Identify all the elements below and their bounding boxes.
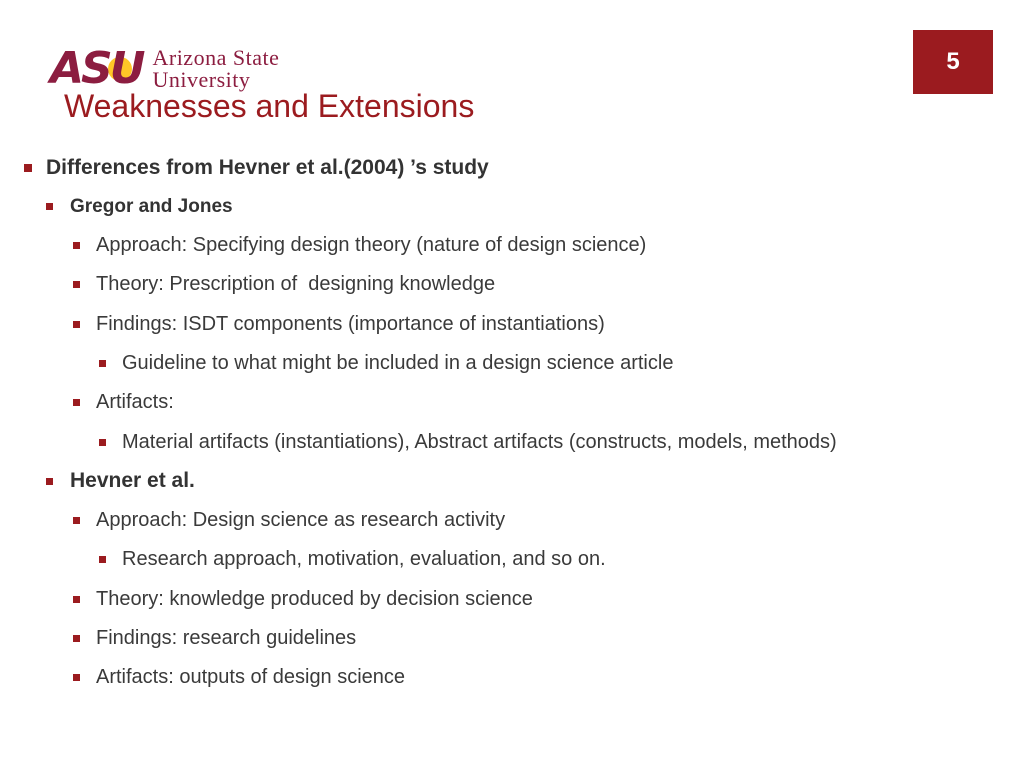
list-item (73, 226, 1024, 265)
slide-number: 5 (913, 30, 993, 94)
square-bullet-icon (24, 164, 32, 172)
list-item (73, 658, 1024, 697)
square-bullet-icon (99, 360, 106, 367)
list-item (73, 501, 1024, 580)
list-item (73, 305, 1024, 384)
university-name (152, 47, 279, 91)
list-item (99, 540, 1024, 579)
square-bullet-icon (73, 635, 80, 642)
gregor-label: Gregor and Jones (70, 195, 233, 217)
hevner-approach-sub: Research approach, motivation, evaluation, and so on. (122, 548, 606, 571)
list-item (99, 344, 1024, 383)
hevner-approach: Approach: Design science as research activity (96, 508, 506, 531)
list-item (99, 422, 1024, 461)
square-bullet-icon (73, 674, 80, 681)
square-bullet-icon (99, 556, 106, 563)
square-bullet-icon (46, 478, 53, 485)
hevner-findings: Findings: research guidelines (96, 626, 357, 649)
outline-heading: Differences from Hevner et al.(2004) ’s study (46, 155, 489, 179)
square-bullet-icon (99, 439, 106, 446)
outline-item (24, 148, 1024, 697)
university-name-line2: University (152, 67, 251, 92)
list-item (73, 579, 1024, 618)
list-item (73, 619, 1024, 658)
square-bullet-icon (46, 203, 53, 210)
university-name-line1: Arizona State (152, 45, 280, 70)
gregor-findings-sub: Guideline to what might be included in a design science article (122, 352, 674, 375)
list-item (73, 383, 1024, 462)
gregor-findings: Findings: ISDT components (importance of instantiations) (96, 312, 605, 335)
gregor-approach: Approach: Specifying design theory (nature of design science) (96, 234, 647, 257)
hevner-artifacts: Artifacts: outputs of design science (96, 666, 406, 689)
outline (24, 148, 1024, 697)
square-bullet-icon (73, 242, 80, 249)
square-bullet-icon (73, 517, 80, 524)
hevner-label: Hevner et al. (70, 469, 195, 493)
square-bullet-icon (73, 596, 80, 603)
square-bullet-icon (73, 281, 80, 288)
hevner-theory: Theory: knowledge produced by decision science (96, 587, 533, 610)
outline-item-gregor (46, 187, 1024, 462)
outline-item-hevner (46, 462, 1024, 697)
asu-logo (50, 45, 279, 93)
square-bullet-icon (73, 321, 80, 328)
gregor-artifacts: Artifacts: (96, 391, 174, 414)
gregor-theory: Theory: Prescription of designing knowledge (96, 273, 496, 296)
slide-title: Weaknesses and Extensions (64, 88, 475, 124)
gregor-artifacts-sub: Material artifacts (instantiations), Abstract artifacts (constructs, models, methods) (122, 430, 837, 453)
list-item (73, 265, 1024, 304)
asu-logo-mark: ASU (50, 43, 143, 94)
square-bullet-icon (73, 399, 80, 406)
